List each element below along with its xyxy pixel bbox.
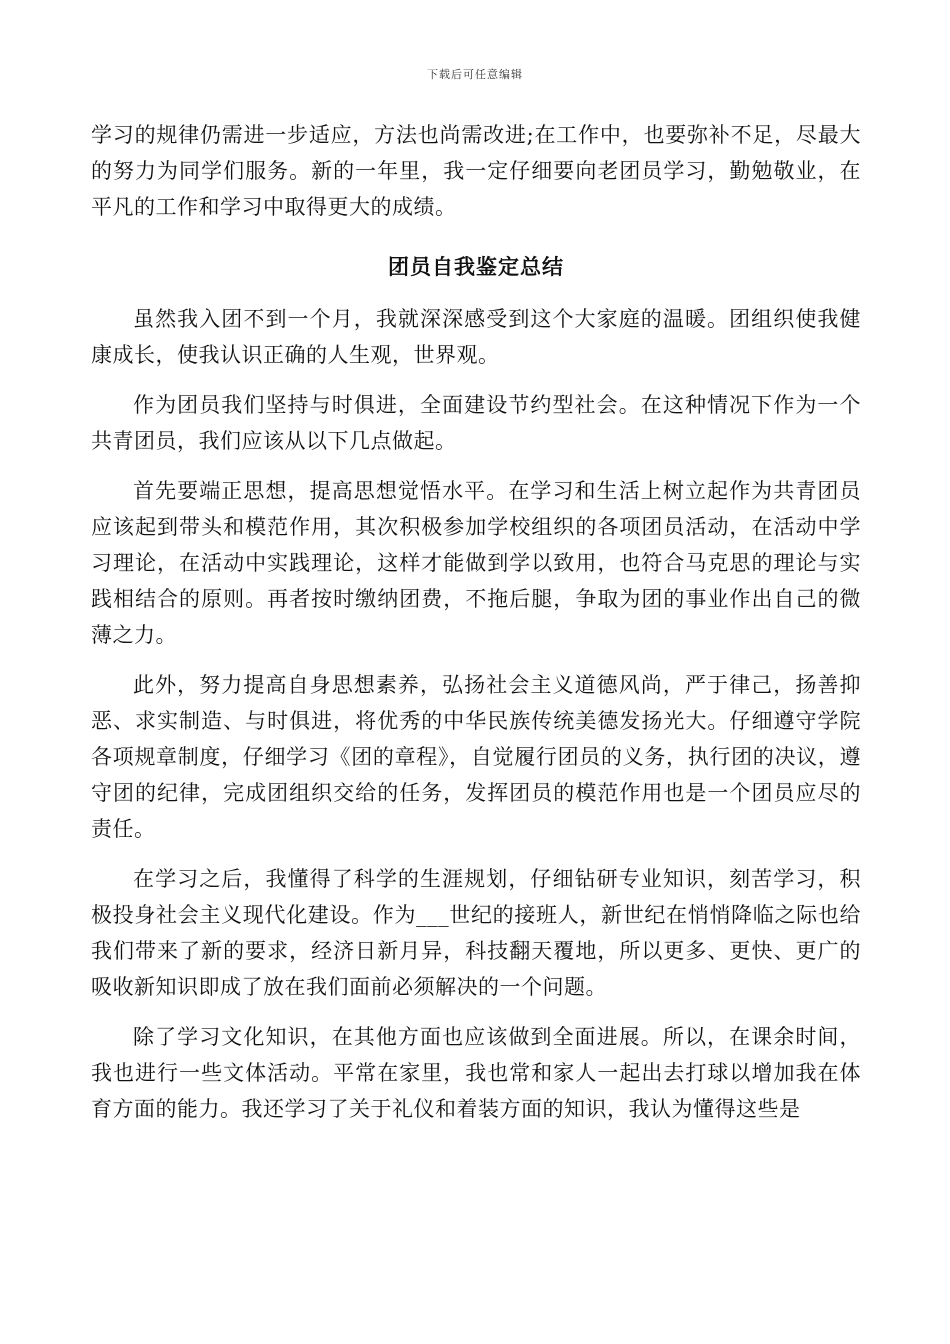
section-title: 团员自我鉴定总结: [388, 255, 564, 279]
body-paragraph-2: 作为团员我们坚持与时俱进，全面建设节约型社会。在这种情况下作为一个共青团员，我们应该从以下几点做起。: [91, 393, 861, 453]
intro-paragraph: 学习的规律仍需进一步适应，方法也尚需改进;在工作中，也要弥补不足，尽最大的努力为同学们服务。新的一年里，我一定仔细要向老团员学习，勤勉敬业，在平凡的工作和学习中取得更大的成绩。: [91, 123, 861, 219]
body-paragraph-6: 除了学习文化知识，在其他方面也应该做到全面进展。所以，在课余时间，我也进行一些文体活动。平常在家里，我也常和家人一起出去打球以增加我在体育方面的能力。我还学习了关于礼仪和着装方面的知识，我认为懂得这些是: [91, 1025, 861, 1121]
body-paragraph-3: 首先要端正思想，提高思想觉悟水平。在学习和生活上树立起作为共青团员应该起到带头和模范作用，其次积极参加学校组织的各项团员活动，在活动中学习理论，在活动中实践理论，这样才能做到学以致用，也符合马克思的理论与实践相结合的原则。再者按时缴纳团费，不拖后腿，争取为团的事业作出自己的微薄之力。: [91, 479, 861, 647]
document-body: [91, 117, 861, 1127]
body-paragraph-5: 在学习之后，我懂得了科学的生涯规划，仔细钻研专业知识，刻苦学习，积极投身社会主义现代化建设。作为___世纪的接班人，新世纪在悄悄降临之际也给我们带来了新的要求，经济日新月异，科技翻天覆地，所以更多、更快、更广的吸收新知识即成了放在我们面前必须解决的一个问题。: [91, 867, 861, 999]
body-paragraph-4: 此外，努力提高自身思想素养，弘扬社会主义道德风尚，严于律己，扬善抑恶、求实制造、与时俱进，将优秀的中华民族传统美德发扬光大。仔细遵守学院各项规章制度，仔细学习《团的章程》，自觉履行团员的义务，执行团的决议，遵守团的纪律，完成团组织交给的任务，发挥团员的模范作用也是一个团员应尽的责任。: [91, 673, 861, 841]
body-paragraph-1: 虽然我入团不到一个月，我就深深感受到这个大家庭的温暖。团组织使我健康成长，使我认识正确的人生观，世界观。: [91, 307, 861, 367]
page-header: 下载后可任意编辑: [427, 68, 523, 81]
